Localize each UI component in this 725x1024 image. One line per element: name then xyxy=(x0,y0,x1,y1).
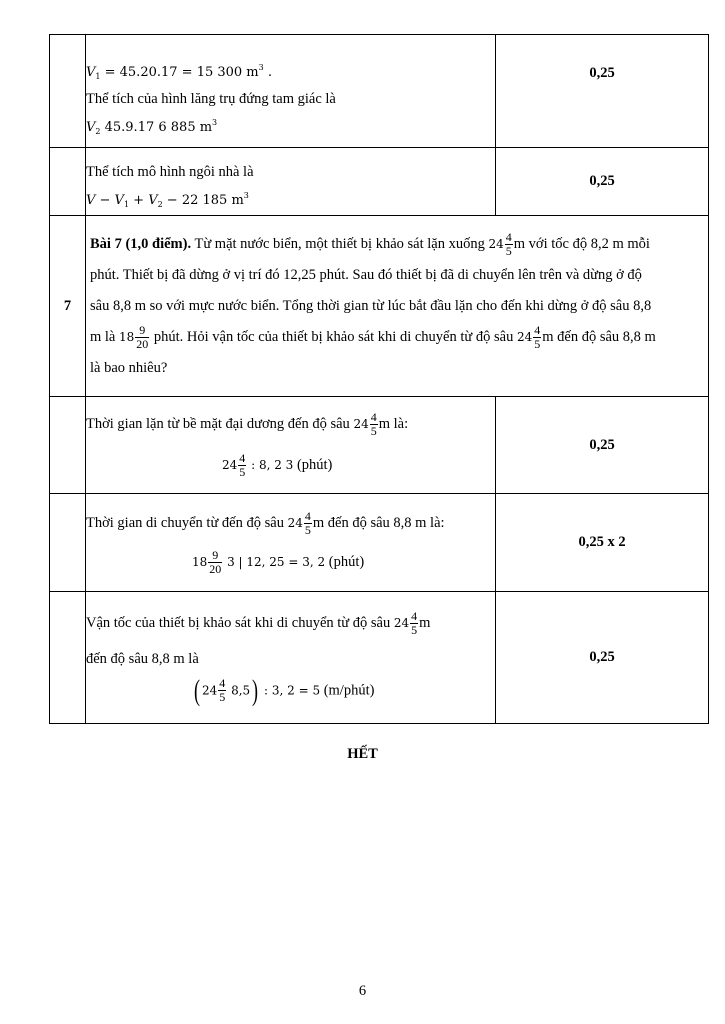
step1-calc: 24 $\frac{4}{5}$ : 8, 2 3 (phút) xyxy=(222,451,333,479)
problem-number-cell xyxy=(50,592,86,724)
volume-v1-line: $V_1 = 45.20.17 = 15$ 300 $m^3$ . xyxy=(86,62,272,81)
step2-text: Thời gian di chuyển từ đến độ sâu 24 $\frac{4}{5}$ m đến độ sâu 8,8 m là: xyxy=(86,508,445,537)
table-row xyxy=(50,592,709,724)
grading-table xyxy=(49,34,709,724)
step3-text-2: đến độ sâu 8,8 m là xyxy=(86,650,199,667)
step1-text: Thời gian lặn từ bề mặt đại dương đến độ sâu 24 $\frac{4}{5}$ m là: xyxy=(86,410,409,438)
problem-number: 7 xyxy=(50,216,86,397)
step3-text: Vận tốc của thiết bị khảo sát khi di chuyển từ độ sâu 24 $\frac{4}{5}$ m xyxy=(86,608,431,637)
solution-cell xyxy=(86,592,496,724)
step2-calc: 18 $\frac{9}{20}$ 3 | 12, 25 = 3, 2 (phút) xyxy=(192,547,365,576)
step3-calc: ( 24 $\frac{4}{5}$ 8,5) : 3, 2 = 5 (m/phút) xyxy=(194,673,375,707)
problem-number-cell xyxy=(50,397,86,494)
house-volume-formula: $V - V_1 + V_2 - 22$ 185 $m^3$ xyxy=(86,191,249,209)
score-cell: 0,25 xyxy=(496,592,709,724)
solution-cell xyxy=(86,35,496,148)
house-volume-label: Thể tích mô hình ngôi nhà là xyxy=(86,164,254,180)
volume-v2-line: $V_2$ 45.9.17 6 885 $m^3$ xyxy=(86,117,218,136)
solution-cell xyxy=(86,397,496,494)
table-row xyxy=(50,148,709,216)
solution-cell xyxy=(86,148,496,216)
page-number: 6 xyxy=(358,983,367,999)
score-cell: 0,25 xyxy=(496,148,709,216)
table-row xyxy=(50,494,709,592)
score-cell: 0,25 xyxy=(496,397,709,494)
time-fraction: $\frac{9}{20}$ xyxy=(136,322,149,351)
depth-fraction: $\frac{4}{5}$ xyxy=(505,229,512,258)
table-row xyxy=(50,216,709,397)
depth-fraction: $\frac{4}{5}$ xyxy=(534,322,541,351)
problem-statement: Bài 7 (1,0 điểm). Từ mặt nước biển, một thiết bị khảo sát lặn xuống 24 $\frac{4}{5}$ m với tốc độ 8,2 m mỗi phút. Thiết bị đã dừng ở vị trí đó 12,25 phút. Sau đó thiết bị đã di chuyển lên trên và dừng ở độ sâu 8,8 m so với mực nước biển. Tổng thời gian từ lúc bắt đầu lặn cho đến khi dừng ở độ sâu 8,8 m là 18 $\frac{9}{20}$ phút. Hỏi vận tốc của thiết bị khảo sát khi di chuyển từ độ sâu 24 $\frac{4}{5}$ m đến độ sâu 8,8 m là bao nhiêu? xyxy=(86,216,709,397)
end-marker: HẾT xyxy=(347,746,378,762)
problem-number-cell xyxy=(50,148,86,216)
solution-cell xyxy=(86,494,496,592)
prism-volume-label: Thể tích của hình lăng trụ đứng tam giác là xyxy=(86,90,336,107)
table-row xyxy=(50,397,709,494)
problem-number-cell xyxy=(50,494,86,592)
table-row xyxy=(50,35,709,148)
score-cell: 0,25 x 2 xyxy=(496,494,709,592)
score-cell: 0,25 xyxy=(496,35,709,148)
problem-number-cell xyxy=(50,35,86,148)
problem-title: Bài 7 (1,0 điểm). xyxy=(90,235,192,252)
